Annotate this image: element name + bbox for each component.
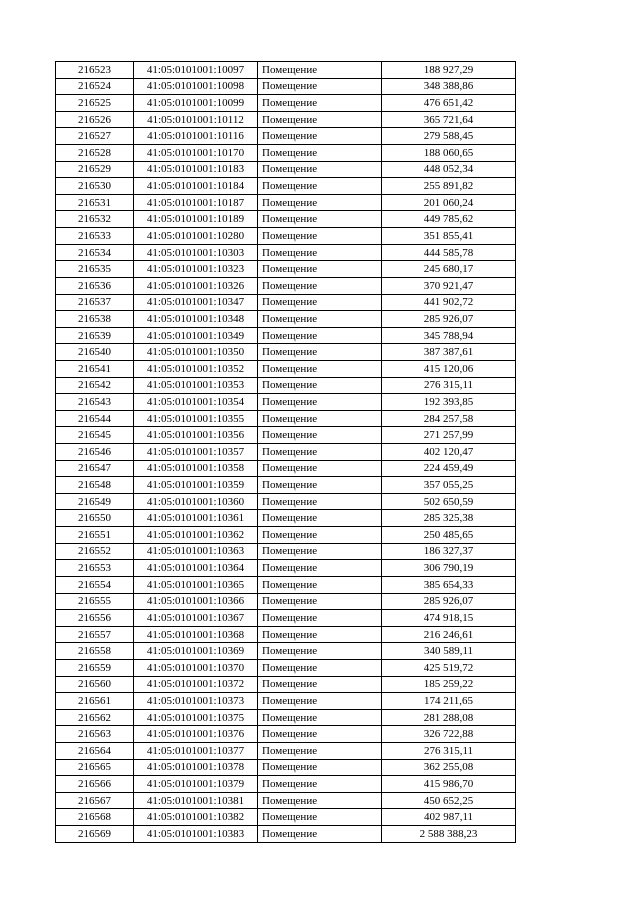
object-type-cell: Помещение <box>258 377 382 394</box>
cadastral-value-cell: 351 855,41 <box>382 228 516 245</box>
cadastral-number-cell: 41:05:0101001:10378 <box>134 759 258 776</box>
object-type-cell: Помещение <box>258 742 382 759</box>
table-body <box>56 62 516 843</box>
row-number-cell: 216544 <box>56 410 134 427</box>
object-type-cell: Помещение <box>258 78 382 95</box>
property-register-table <box>55 61 516 843</box>
cadastral-value-cell: 279 588,45 <box>382 128 516 145</box>
cadastral-value-cell: 250 485,65 <box>382 527 516 544</box>
table-row <box>56 244 516 261</box>
table-row <box>56 576 516 593</box>
table-row <box>56 394 516 411</box>
row-number-cell: 216556 <box>56 610 134 627</box>
table-row <box>56 178 516 195</box>
cadastral-value-cell: 192 393,85 <box>382 394 516 411</box>
cadastral-value-cell: 402 987,11 <box>382 809 516 826</box>
row-number-cell: 216531 <box>56 194 134 211</box>
table-row <box>56 560 516 577</box>
row-number-cell: 216528 <box>56 145 134 162</box>
row-number-cell: 216562 <box>56 709 134 726</box>
cadastral-number-cell: 41:05:0101001:10099 <box>134 95 258 112</box>
object-type-cell: Помещение <box>258 726 382 743</box>
row-number-cell: 216527 <box>56 128 134 145</box>
row-number-cell: 216557 <box>56 626 134 643</box>
table-row <box>56 610 516 627</box>
cadastral-number-cell: 41:05:0101001:10348 <box>134 311 258 328</box>
table-row <box>56 377 516 394</box>
table-row <box>56 643 516 660</box>
cadastral-value-cell: 271 257,99 <box>382 427 516 444</box>
object-type-cell: Помещение <box>258 776 382 793</box>
row-number-cell: 216538 <box>56 311 134 328</box>
row-number-cell: 216523 <box>56 62 134 79</box>
object-type-cell: Помещение <box>258 277 382 294</box>
row-number-cell: 216569 <box>56 826 134 843</box>
object-type-cell: Помещение <box>258 360 382 377</box>
object-type-cell: Помещение <box>258 211 382 228</box>
cadastral-value-cell: 385 654,33 <box>382 576 516 593</box>
cadastral-number-cell: 41:05:0101001:10357 <box>134 444 258 461</box>
cadastral-value-cell: 357 055,25 <box>382 477 516 494</box>
table-row <box>56 527 516 544</box>
cadastral-value-cell: 174 211,65 <box>382 693 516 710</box>
row-number-cell: 216555 <box>56 593 134 610</box>
table-row <box>56 593 516 610</box>
cadastral-number-cell: 41:05:0101001:10379 <box>134 776 258 793</box>
table-row <box>56 111 516 128</box>
table-row <box>56 194 516 211</box>
table-row <box>56 294 516 311</box>
object-type-cell: Помещение <box>258 261 382 278</box>
cadastral-number-cell: 41:05:0101001:10368 <box>134 626 258 643</box>
cadastral-value-cell: 340 589,11 <box>382 643 516 660</box>
cadastral-value-cell: 425 519,72 <box>382 659 516 676</box>
object-type-cell: Помещение <box>258 543 382 560</box>
cadastral-value-cell: 2 588 388,23 <box>382 826 516 843</box>
row-number-cell: 216543 <box>56 394 134 411</box>
table-row <box>56 62 516 79</box>
object-type-cell: Помещение <box>258 576 382 593</box>
cadastral-number-cell: 41:05:0101001:10303 <box>134 244 258 261</box>
cadastral-number-cell: 41:05:0101001:10377 <box>134 742 258 759</box>
table-row <box>56 792 516 809</box>
object-type-cell: Помещение <box>258 610 382 627</box>
row-number-cell: 216546 <box>56 444 134 461</box>
cadastral-number-cell: 41:05:0101001:10376 <box>134 726 258 743</box>
cadastral-number-cell: 41:05:0101001:10350 <box>134 344 258 361</box>
cadastral-number-cell: 41:05:0101001:10097 <box>134 62 258 79</box>
row-number-cell: 216533 <box>56 228 134 245</box>
cadastral-number-cell: 41:05:0101001:10365 <box>134 576 258 593</box>
table-row <box>56 776 516 793</box>
row-number-cell: 216552 <box>56 543 134 560</box>
row-number-cell: 216541 <box>56 360 134 377</box>
cadastral-number-cell: 41:05:0101001:10187 <box>134 194 258 211</box>
object-type-cell: Помещение <box>258 792 382 809</box>
table-row <box>56 427 516 444</box>
cadastral-number-cell: 41:05:0101001:10349 <box>134 327 258 344</box>
cadastral-number-cell: 41:05:0101001:10358 <box>134 460 258 477</box>
row-number-cell: 216536 <box>56 277 134 294</box>
cadastral-number-cell: 41:05:0101001:10353 <box>134 377 258 394</box>
cadastral-number-cell: 41:05:0101001:10326 <box>134 277 258 294</box>
object-type-cell: Помещение <box>258 62 382 79</box>
row-number-cell: 216564 <box>56 742 134 759</box>
cadastral-value-cell: 284 257,58 <box>382 410 516 427</box>
table-row <box>56 161 516 178</box>
cadastral-value-cell: 444 585,78 <box>382 244 516 261</box>
table-row <box>56 128 516 145</box>
cadastral-value-cell: 285 325,38 <box>382 510 516 527</box>
cadastral-number-cell: 41:05:0101001:10367 <box>134 610 258 627</box>
cadastral-value-cell: 188 927,29 <box>382 62 516 79</box>
cadastral-value-cell: 224 459,49 <box>382 460 516 477</box>
cadastral-value-cell: 188 060,65 <box>382 145 516 162</box>
table-row <box>56 410 516 427</box>
object-type-cell: Помещение <box>258 344 382 361</box>
cadastral-value-cell: 285 926,07 <box>382 311 516 328</box>
object-type-cell: Помещение <box>258 460 382 477</box>
cadastral-value-cell: 276 315,11 <box>382 377 516 394</box>
cadastral-value-cell: 245 680,17 <box>382 261 516 278</box>
cadastral-value-cell: 449 785,62 <box>382 211 516 228</box>
row-number-cell: 216545 <box>56 427 134 444</box>
object-type-cell: Помещение <box>258 228 382 245</box>
object-type-cell: Помещение <box>258 111 382 128</box>
table-row <box>56 145 516 162</box>
cadastral-value-cell: 362 255,08 <box>382 759 516 776</box>
table-row <box>56 460 516 477</box>
row-number-cell: 216532 <box>56 211 134 228</box>
row-number-cell: 216549 <box>56 493 134 510</box>
row-number-cell: 216563 <box>56 726 134 743</box>
row-number-cell: 216525 <box>56 95 134 112</box>
table-row <box>56 277 516 294</box>
cadastral-value-cell: 450 652,25 <box>382 792 516 809</box>
row-number-cell: 216566 <box>56 776 134 793</box>
cadastral-value-cell: 276 315,11 <box>382 742 516 759</box>
table-row <box>56 510 516 527</box>
object-type-cell: Помещение <box>258 759 382 776</box>
object-type-cell: Помещение <box>258 826 382 843</box>
table-row <box>56 709 516 726</box>
row-number-cell: 216530 <box>56 178 134 195</box>
object-type-cell: Помещение <box>258 194 382 211</box>
object-type-cell: Помещение <box>258 709 382 726</box>
cadastral-value-cell: 255 891,82 <box>382 178 516 195</box>
row-number-cell: 216524 <box>56 78 134 95</box>
cadastral-number-cell: 41:05:0101001:10372 <box>134 676 258 693</box>
object-type-cell: Помещение <box>258 560 382 577</box>
object-type-cell: Помещение <box>258 178 382 195</box>
cadastral-number-cell: 41:05:0101001:10363 <box>134 543 258 560</box>
table-row <box>56 543 516 560</box>
cadastral-number-cell: 41:05:0101001:10360 <box>134 493 258 510</box>
table-row <box>56 726 516 743</box>
cadastral-number-cell: 41:05:0101001:10381 <box>134 792 258 809</box>
cadastral-number-cell: 41:05:0101001:10323 <box>134 261 258 278</box>
row-number-cell: 216568 <box>56 809 134 826</box>
cadastral-value-cell: 185 259,22 <box>382 676 516 693</box>
row-number-cell: 216529 <box>56 161 134 178</box>
object-type-cell: Помещение <box>258 693 382 710</box>
cadastral-value-cell: 365 721,64 <box>382 111 516 128</box>
cadastral-value-cell: 387 387,61 <box>382 344 516 361</box>
row-number-cell: 216565 <box>56 759 134 776</box>
table-row <box>56 809 516 826</box>
object-type-cell: Помещение <box>258 311 382 328</box>
object-type-cell: Помещение <box>258 95 382 112</box>
row-number-cell: 216542 <box>56 377 134 394</box>
table-row <box>56 261 516 278</box>
cadastral-number-cell: 41:05:0101001:10347 <box>134 294 258 311</box>
cadastral-value-cell: 441 902,72 <box>382 294 516 311</box>
cadastral-number-cell: 41:05:0101001:10356 <box>134 427 258 444</box>
table-row <box>56 759 516 776</box>
object-type-cell: Помещение <box>258 510 382 527</box>
table-row <box>56 659 516 676</box>
cadastral-number-cell: 41:05:0101001:10383 <box>134 826 258 843</box>
cadastral-value-cell: 476 651,42 <box>382 95 516 112</box>
row-number-cell: 216561 <box>56 693 134 710</box>
row-number-cell: 216539 <box>56 327 134 344</box>
object-type-cell: Помещение <box>258 643 382 660</box>
object-type-cell: Помещение <box>258 327 382 344</box>
row-number-cell: 216551 <box>56 527 134 544</box>
cadastral-value-cell: 281 288,08 <box>382 709 516 726</box>
table-row <box>56 95 516 112</box>
table-row <box>56 676 516 693</box>
row-number-cell: 216547 <box>56 460 134 477</box>
cadastral-value-cell: 306 790,19 <box>382 560 516 577</box>
cadastral-value-cell: 348 388,86 <box>382 78 516 95</box>
table-row <box>56 477 516 494</box>
row-number-cell: 216567 <box>56 792 134 809</box>
object-type-cell: Помещение <box>258 427 382 444</box>
table-row <box>56 493 516 510</box>
cadastral-value-cell: 201 060,24 <box>382 194 516 211</box>
table-row <box>56 826 516 843</box>
cadastral-number-cell: 41:05:0101001:10359 <box>134 477 258 494</box>
object-type-cell: Помещение <box>258 244 382 261</box>
cadastral-value-cell: 285 926,07 <box>382 593 516 610</box>
cadastral-value-cell: 415 120,06 <box>382 360 516 377</box>
cadastral-value-cell: 474 918,15 <box>382 610 516 627</box>
row-number-cell: 216550 <box>56 510 134 527</box>
cadastral-number-cell: 41:05:0101001:10369 <box>134 643 258 660</box>
cadastral-value-cell: 326 722,88 <box>382 726 516 743</box>
table-row <box>56 327 516 344</box>
object-type-cell: Помещение <box>258 493 382 510</box>
cadastral-number-cell: 41:05:0101001:10355 <box>134 410 258 427</box>
cadastral-number-cell: 41:05:0101001:10370 <box>134 659 258 676</box>
row-number-cell: 216559 <box>56 659 134 676</box>
table-row <box>56 626 516 643</box>
object-type-cell: Помещение <box>258 593 382 610</box>
table-row <box>56 742 516 759</box>
cadastral-number-cell: 41:05:0101001:10184 <box>134 178 258 195</box>
cadastral-value-cell: 415 986,70 <box>382 776 516 793</box>
cadastral-number-cell: 41:05:0101001:10352 <box>134 360 258 377</box>
row-number-cell: 216548 <box>56 477 134 494</box>
table-row <box>56 78 516 95</box>
object-type-cell: Помещение <box>258 676 382 693</box>
object-type-cell: Помещение <box>258 477 382 494</box>
cadastral-value-cell: 502 650,59 <box>382 493 516 510</box>
cadastral-value-cell: 402 120,47 <box>382 444 516 461</box>
cadastral-number-cell: 41:05:0101001:10373 <box>134 693 258 710</box>
cadastral-value-cell: 186 327,37 <box>382 543 516 560</box>
object-type-cell: Помещение <box>258 128 382 145</box>
object-type-cell: Помещение <box>258 394 382 411</box>
cadastral-number-cell: 41:05:0101001:10364 <box>134 560 258 577</box>
row-number-cell: 216554 <box>56 576 134 593</box>
cadastral-value-cell: 345 788,94 <box>382 327 516 344</box>
row-number-cell: 216537 <box>56 294 134 311</box>
object-type-cell: Помещение <box>258 809 382 826</box>
cadastral-value-cell: 216 246,61 <box>382 626 516 643</box>
table-row <box>56 228 516 245</box>
table-row <box>56 444 516 461</box>
row-number-cell: 216540 <box>56 344 134 361</box>
cadastral-number-cell: 41:05:0101001:10098 <box>134 78 258 95</box>
table-row <box>56 344 516 361</box>
cadastral-number-cell: 41:05:0101001:10189 <box>134 211 258 228</box>
cadastral-value-cell: 448 052,34 <box>382 161 516 178</box>
table-row <box>56 311 516 328</box>
table-row <box>56 211 516 228</box>
cadastral-number-cell: 41:05:0101001:10170 <box>134 145 258 162</box>
object-type-cell: Помещение <box>258 444 382 461</box>
row-number-cell: 216560 <box>56 676 134 693</box>
row-number-cell: 216535 <box>56 261 134 278</box>
cadastral-number-cell: 41:05:0101001:10183 <box>134 161 258 178</box>
cadastral-number-cell: 41:05:0101001:10354 <box>134 394 258 411</box>
cadastral-number-cell: 41:05:0101001:10382 <box>134 809 258 826</box>
cadastral-number-cell: 41:05:0101001:10116 <box>134 128 258 145</box>
cadastral-number-cell: 41:05:0101001:10361 <box>134 510 258 527</box>
table-row <box>56 693 516 710</box>
object-type-cell: Помещение <box>258 410 382 427</box>
object-type-cell: Помещение <box>258 294 382 311</box>
cadastral-value-cell: 370 921,47 <box>382 277 516 294</box>
object-type-cell: Помещение <box>258 145 382 162</box>
cadastral-number-cell: 41:05:0101001:10112 <box>134 111 258 128</box>
row-number-cell: 216526 <box>56 111 134 128</box>
object-type-cell: Помещение <box>258 527 382 544</box>
object-type-cell: Помещение <box>258 161 382 178</box>
cadastral-number-cell: 41:05:0101001:10280 <box>134 228 258 245</box>
object-type-cell: Помещение <box>258 626 382 643</box>
object-type-cell: Помещение <box>258 659 382 676</box>
row-number-cell: 216558 <box>56 643 134 660</box>
row-number-cell: 216553 <box>56 560 134 577</box>
cadastral-number-cell: 41:05:0101001:10366 <box>134 593 258 610</box>
row-number-cell: 216534 <box>56 244 134 261</box>
cadastral-number-cell: 41:05:0101001:10362 <box>134 527 258 544</box>
cadastral-number-cell: 41:05:0101001:10375 <box>134 709 258 726</box>
table-row <box>56 360 516 377</box>
